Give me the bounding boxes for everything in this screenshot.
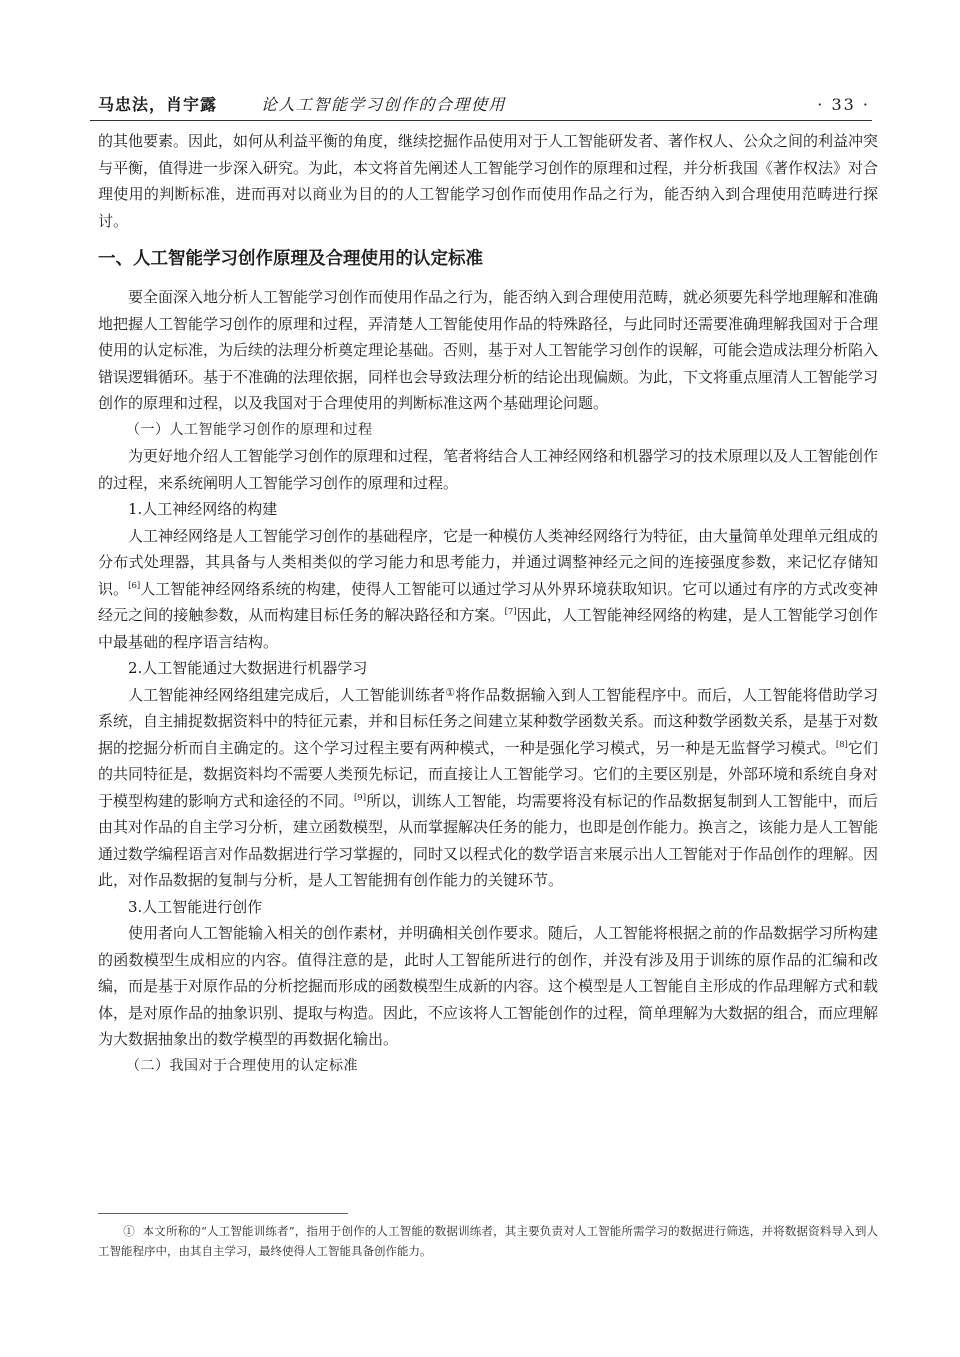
footnote-text: 本文所称的“人工智能训练者”，指用于创作的人工智能的数据训练者，其主要负责对人工智能所需学习的数据进行筛选，并将数据资料导入到人工智能程序中，由其自主学习，最终使得人工智能具备创作能力。 (98, 1224, 878, 1258)
item-3-heading: 3.人工智能进行创作 (128, 897, 263, 916)
item-1-paragraph (98, 523, 878, 656)
item-2-heading: 2.人工智能通过大数据进行机器学习 (128, 659, 368, 677)
item-1-text-a: 人工神经网络是人工智能学习创作的基础程序，它是一种模仿人类神经网络行为特征，由大量简单处理单元组成的分布式处理器，其具备与人类相类似的学习能力和思考能力，并通过调整神经元之间的连接强度参数，来记忆存储知识。 (98, 526, 879, 598)
item-3-paragraph: 使用者向人工智能输入相关的创作素材，并明确相关创作要求。随后，人工智能将根据之前的作品数据学习所构建的函数模型生成相应的内容。值得注意的是，此时人工智能所进行的创作，并没有涉及用于训练的原作品的汇编和改编，而是基于对原作品的分析挖掘而形成的函数模型生成新的内容。这个模型是人工智能自主形成的作品理解方式和载体，是对原作品的抽象识别、提取与构造。因此，不应该将人工智能创作的过程，简单理解为大数据的组合，而应理解为大数据抽象出的数学模型的再数据化输出。 (98, 924, 879, 1048)
footnote-rule (98, 1213, 348, 1214)
subsection-2-heading: （二）我国对于合理使用的认定标准 (126, 1057, 358, 1074)
citation-8[interactable]: [8] (835, 739, 848, 750)
header-running-title: 论人工智能学习创作的合理使用 (261, 95, 507, 114)
item-1-heading: 1.人工神经网络的构建 (128, 500, 278, 518)
header-page-number: · 33 · (817, 95, 870, 114)
intro-paragraph: 的其他要素。因此，如何从利益平衡的角度，继续挖掘作品使用对于人工智能研发者、著作权人、公众之间的利益冲突与平衡，值得进一步深入研究。为此，本文将首先阐述人工智能学习创作的原理和过程，并分析我国《著作权法》对合理使用的判断标准，进而再对以商业为目的的人工智能学习创作而使用作品之行为，能否纳入到合理使用范畴进行探讨。 (98, 132, 879, 230)
item-2-text-c: 它们的共同特征是，数据资料均不需要人类预先标记，而直接让人工智能学习。它们的主要区别是，外部环境和系统自身对于模型构建的影响方式和途径的不同。 (98, 738, 879, 810)
subsection-1-intro: 为更好地介绍人工智能学习创作的原理和过程，笔者将结合人工神经网络和机器学习的技术原理以及人工智能创作的过程，来系统阐明人工智能学习创作的原理和过程。 (98, 447, 879, 492)
footnote (98, 1221, 878, 1261)
subsection-1-heading: （一）人工智能学习创作的原理和过程 (126, 421, 373, 438)
header-rule (90, 120, 872, 121)
section-1-paragraph: 要全面深入地分析人工智能学习创作而使用作品之行为，能否纳入到合理使用范畴，就必须要先科学地理解和准确地把握人工智能学习创作的原理和过程，弄清楚人工智能使用作品的特殊路径，与此同时还需要准确理解我国对于合理使用的认定标准，为后续的法理分析奠定理论基础。否则，基于对人工智能学习创作的误解，可能会造成法理分析陷入错误逻辑循环。基于不准确的法理依据，同样也会导致法理分析的结论出现偏颇。为此，下文将重点厘清人工智能学习创作的原理和过程，以及我国对于合理使用的判断标准这两个基础理论问题。 (98, 288, 879, 412)
header-authors: 马忠法，肖宇露 (98, 95, 218, 114)
article-body (98, 128, 878, 1079)
item-2-text-b: 将作品数据输入到人工智能程序中。而后，人工智能将借助学习系统，自主捕捉数据资料中的特征元素，并和目标任务之间建立某种数学函数关系。而这种数学函数关系，是基于对数据的挖掘分析而自主确定的。这个学习过程主要有两种模式，一种是强化学习模式，另一种是无监督学习模式。 (98, 685, 879, 757)
item-2-text-a: 人工智能神经网络组建完成后，人工智能训练者 (128, 685, 446, 704)
item-1-text-b: 人工智能神经网络系统的构建，使得人工智能可以通过学习从外界环境获取知识。它可以通过有序的方式改变神经元之间的接触参数，从而构建目标任务的解决路径和方案。 (98, 579, 878, 624)
item-1-text-c: 因此，人工智能神经网络的构建，是人工智能学习创作中最基础的程序语言结构。 (98, 606, 878, 651)
item-2-paragraph (98, 682, 878, 894)
footnote-number: ① (123, 1224, 135, 1238)
footnote-marker[interactable]: ① (445, 685, 456, 699)
citation-7[interactable]: [7] (504, 607, 517, 617)
page-header (98, 92, 870, 114)
section-1-heading: 一、人工智能学习创作原理及合理使用的认定标准 (98, 249, 483, 269)
citation-9[interactable]: [9] (353, 792, 367, 803)
citation-6[interactable]: [6] (128, 580, 141, 591)
item-2-text-d: 所以，训练人工智能，均需要将没有标记的作品数据复制到人工智能中，而后由其对作品的自主学习分析，建立函数模型，从而掌握解决任务的能力，也即是创作能力。换言之，该能力是人工智能通过数学编程语言对作品数据进行学习掌握的，同时又以程式化的数学语言来展示出人工智能对于作品创作的理解。因此，对作品数据的复制与分析，是人工智能拥有创作能力的关键环节。 (98, 791, 879, 889)
